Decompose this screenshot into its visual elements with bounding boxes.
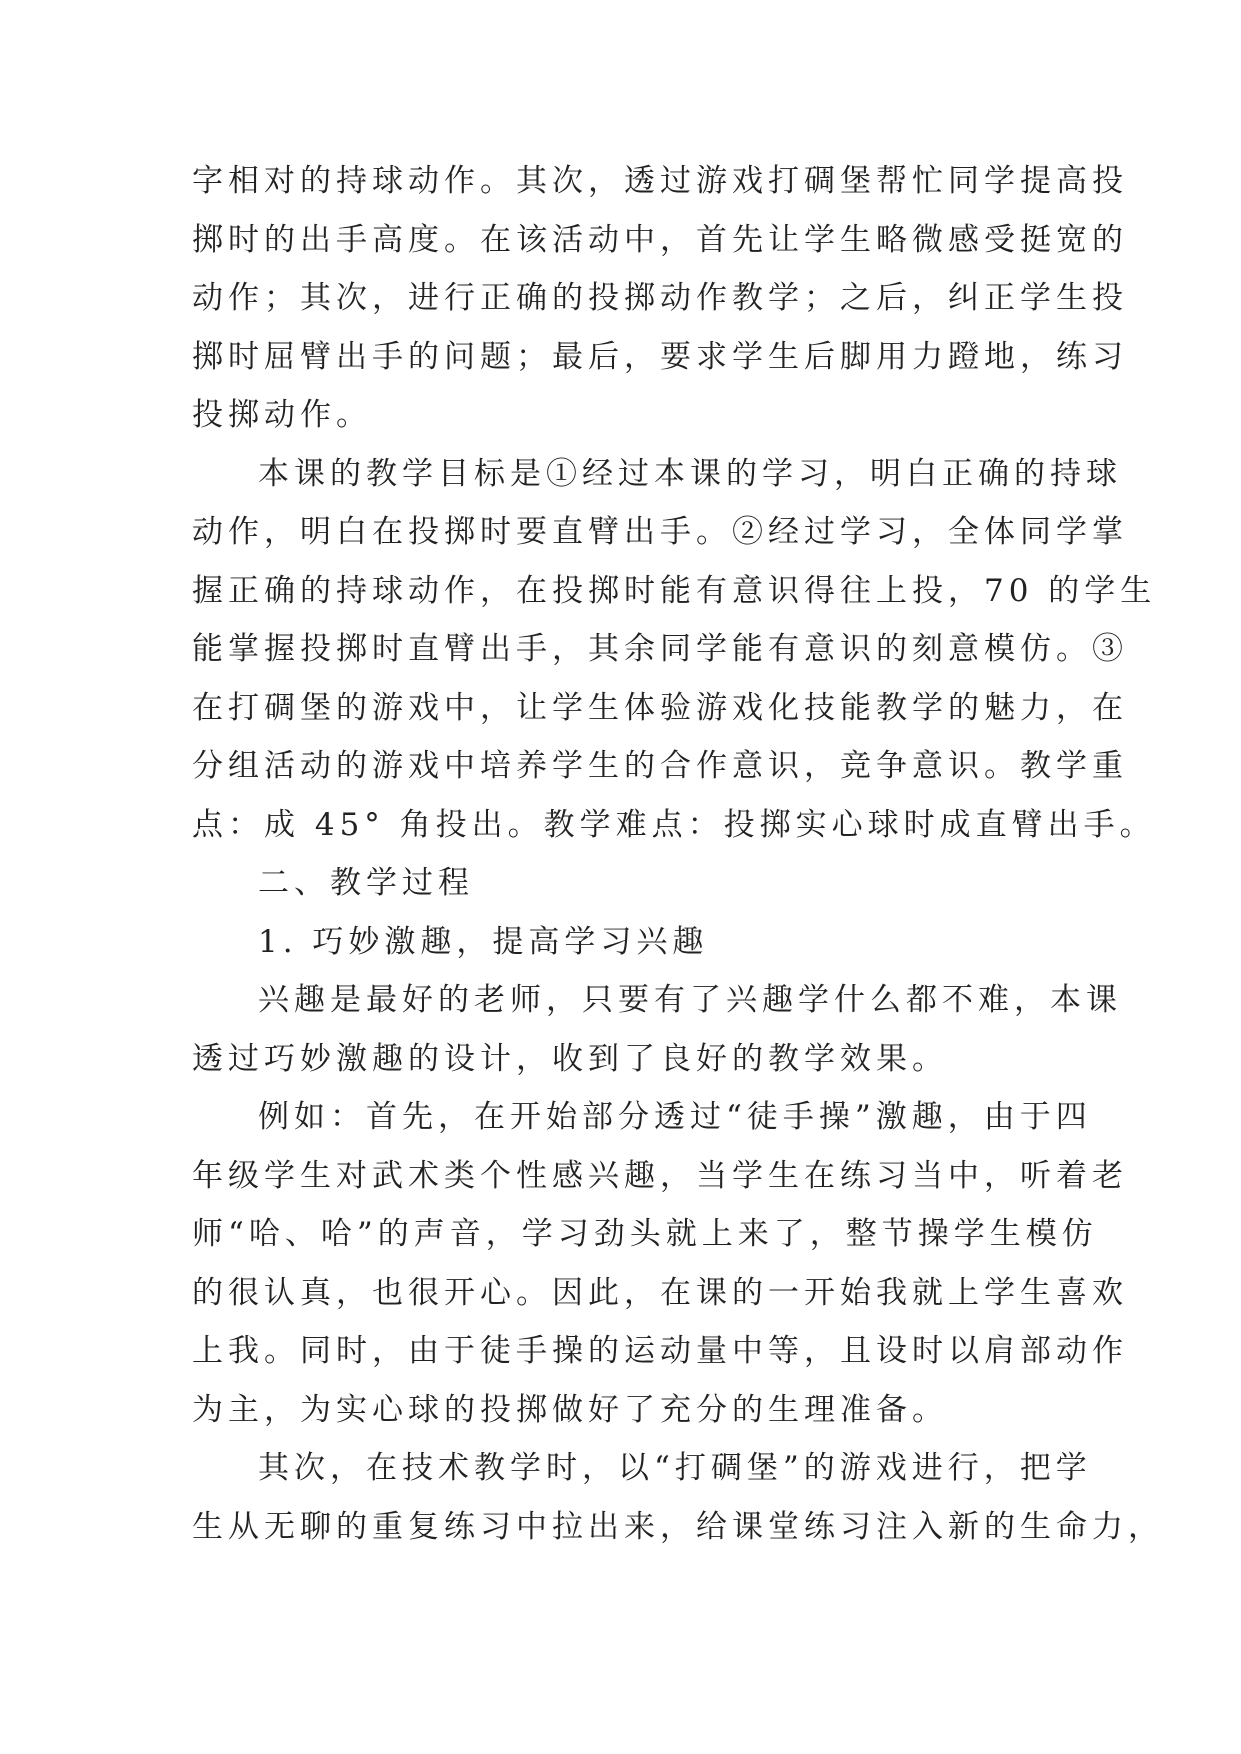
text-line: 例如：首先，在开始部分透过“徒手操”激趣，由于四	[258, 1099, 1092, 1135]
subsection-heading	[192, 913, 1072, 972]
text-line: 师“哈、哈”的声音，学习劲头就上来了，整节操学生模仿	[192, 1216, 1098, 1252]
paragraph	[192, 1439, 1164, 1556]
text-line: 动作；其次，进行正确的投掷动作教学；之后，纠正学生投	[192, 280, 1128, 316]
section-heading	[192, 854, 1072, 913]
document-body	[192, 152, 1164, 1556]
text-line: 透过巧妙激趣的设计，收到了良好的教学效果。	[192, 1040, 948, 1077]
text-line: 生从无聊的重复练习中拉出来，给课堂练习注入新的生命力，	[192, 1508, 1164, 1545]
text-line: 上我。同时，由于徒手操的运动量中等，且设时以肩部动作	[192, 1333, 1128, 1369]
text-line: 为主，为实心球的投掷做好了充分的生理准备。	[192, 1391, 948, 1428]
text-line: 能掌握投掷时直臂出手，其余同学能有意识的刻意模仿。③	[192, 631, 1128, 667]
text-line: 掷时屈臂出手的问题；最后，要求学生后脚用力蹬地，练习	[192, 338, 1128, 375]
text-line: 在打碉堡的游戏中，让学生体验游戏化技能教学的魅力，在	[192, 689, 1128, 726]
paragraph	[192, 971, 1122, 1088]
text-line: 年级学生对武术类个性感兴趣，当学生在练习当中，听着老	[192, 1157, 1128, 1194]
text-line: 的很认真，也很开心。因此，在课的一开始我就上学生喜欢	[192, 1274, 1128, 1311]
paragraph-teaching-goals	[192, 445, 1157, 855]
text-line: 其次，在技术教学时，以“打碉堡”的游戏进行，把学	[258, 1450, 1092, 1486]
text-line: 分组活动的游戏中培养学生的合作意识，竞争意识。教学重	[192, 748, 1128, 784]
heading-text: 二、教学过程	[258, 865, 474, 901]
text-line: 握正确的持球动作，在投掷时能有意识得往上投，70 的学生	[192, 572, 1157, 609]
text-line: 字相对的持球动作。其次，透过游戏打碉堡帮忙同学提高投	[192, 163, 1128, 199]
paragraph	[192, 1088, 1128, 1439]
text-line: 投掷动作。	[192, 397, 372, 433]
heading-text: 1. 巧妙激趣，提高学习兴趣	[258, 923, 709, 960]
text-line: 掷时的出手高度。在该活动中，首先让学生略微感受挺宽的	[192, 221, 1128, 258]
text-line: 兴趣是最好的老师，只要有了兴趣学什么都不难，本课	[258, 982, 1122, 1018]
paragraph	[192, 152, 1128, 445]
text-line: 动作，明白在投掷时要直臂出手。②经过学习，全体同学掌	[192, 514, 1128, 550]
text-line: 本课的教学目标是①经过本课的学习，明白正确的持球	[258, 455, 1122, 492]
text-line: 点：成 45° 角投出。教学难点：投掷实心球时成直臂出手。	[192, 806, 1156, 843]
